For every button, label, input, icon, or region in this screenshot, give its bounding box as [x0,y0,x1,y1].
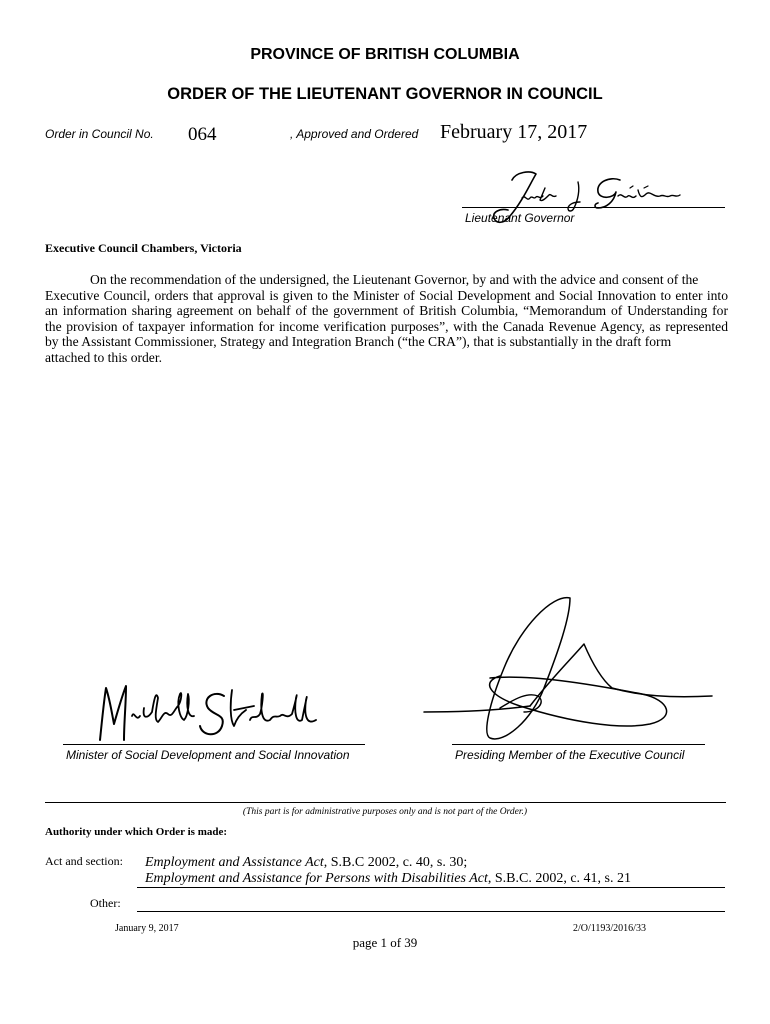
footer-date: January 9, 2017 [115,923,179,934]
approved-label: , Approved and Ordered [290,127,419,141]
paragraph-line: the provision of taxpayer information for income verification purposes”, with the Canada Revenue Agency, as represented [45,318,728,334]
paragraph-line: an information sharing agreement on behalf of the government of British Columbia, “Memorandum of Understanding for [45,303,728,319]
location-line: Executive Council Chambers, Victoria [45,241,242,255]
admin-divider [45,802,726,803]
act-title: Employment and Assistance Act [145,855,324,870]
act-section-label: Act and section: [45,854,123,868]
oic-number: 064 [188,124,217,145]
order-paragraph [45,272,728,366]
oic-label: Order in Council No. [45,127,154,141]
approved-date: February 17, 2017 [440,121,588,143]
minister-signature [84,680,324,748]
act-citation: , S.B.C 2002, c. 40, s. 30; [323,855,468,870]
act-underline [137,887,725,888]
paragraph-line: On the recommendation of the undersigned, the Lieutenant Governor, by and with the advice and consent of the [90,272,699,287]
presiding-member-title: Presiding Member of the Executive Council [455,748,685,762]
paragraph-line: by the Assistant Commissioner, Strategy and Integration Branch (“the CRA”), that is substantially in the draft form [45,334,672,350]
page-number: page 1 of 39 [352,935,418,950]
paragraph-line: attached to this order. [45,349,163,365]
province-heading: PROVINCE OF BRITISH COLUMBIA [250,46,520,63]
other-underline [137,911,725,912]
footer-reference: 2/O/1193/2016/33 [573,923,646,934]
presiding-member-signature [420,588,720,750]
minister-title: Minister of Social Development and Social Innovation [66,748,350,762]
authority-heading: Authority under which Order is made: [45,826,228,838]
lieutenant-governor-title: Lieutenant Governor [465,211,575,225]
presiding-member-signature-line [452,744,705,745]
paragraph-line: Executive Council, orders that approval is given to the Minister of Social Development and Social Innovation to enter into [45,287,728,303]
minister-signature-line [63,744,365,745]
order-title: ORDER OF THE LIEUTENANT GOVERNOR IN COUNCIL [167,85,603,103]
lieutenant-governor-signature-line [462,207,725,208]
act-citation: , S.B.C. 2002, c. 41, s. 21 [487,871,631,886]
act-line-2 [145,871,631,887]
other-label: Other: [90,896,121,910]
admin-note: (This part is for administrative purposes only and is not part of the Order.) [242,807,528,817]
act-title: Employment and Assistance for Persons with Disabilities Act [145,871,488,886]
act-line-1 [145,855,467,871]
